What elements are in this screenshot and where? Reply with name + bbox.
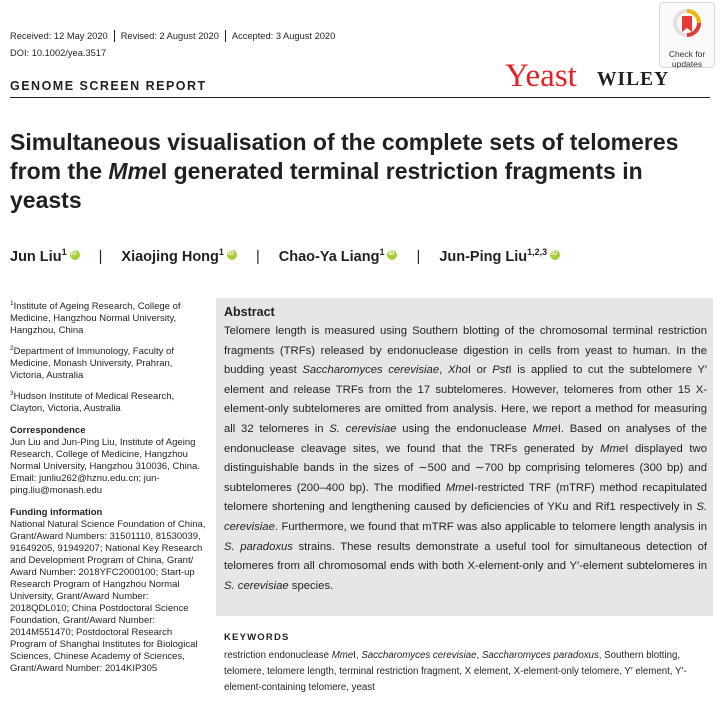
affiliation: $^2$Department of Immunology, Faculty of Medicine, Monash University, Prahran, Victoria, Australia — [10, 345, 174, 382]
author-sup: 1 — [61, 247, 67, 257]
bookmark-ring-icon — [672, 8, 702, 42]
author-name[interactable]: Jun Liu — [10, 248, 62, 265]
revised-date: Revised: 2 August 2020 — [120, 31, 219, 41]
publisher-logo: WILEY — [597, 69, 670, 90]
doi[interactable]: DOI: 10.1002/yea.3517 — [10, 48, 107, 58]
author-separator: | — [98, 248, 103, 265]
keywords-text: restriction endonuclease MmeI, Saccharomyces cerevisiae, Saccharomyces paradoxus, Southern blotting, telomere, telomere length, terminal restriction fragment, X element, X-element-only telomere, Y′ element, Y′-element-containing telomere, yeast — [224, 650, 687, 693]
abstract-text: Telomere length is measured using Southern blotting of the chromosomal terminal restriction fragments (TRFs) released by endonuclease digestion in cells from yeast to human. In the budding yeast Saccharomyces cerevisiae, XhoI or PstI is applied to cut the subtelomere Y′ element and release TRFs from the 17 subtelomeres. However, telomeres from other 15 X-element-only subtelomeres are omitted from analysis. Here, we report a method for measuring all 32 telomeres in S. cerevisiae using the endonuclease MmeI. Based on analyses of the endonuclease cleavage sites, we found that the TRFs generated by MmeI displayed two distinguishable bands in the sizes of ∼500 and ∼700 bp comprising telomeres (300 bp) and subtelomeres (200–400 bp). The modified MmeI-restricted TRF (mTRF) method recapitulated telomere shortening and lengthening caused by deficiencies of YKu and Rif1 respectively in S. cerevisiae. Furthermore, we found that mTRF was also applicable to telomere length analysis in S. paradoxus strains. These results demonstrate a useful tool for simultaneous detection of telomeres from all chromosomal ends with both X-element-only and Y′-element subtelomeres in S. cerevisiae species. — [224, 325, 707, 592]
check-for-label: Check for — [668, 49, 706, 59]
abstract-heading: Abstract — [224, 305, 275, 319]
article-dates — [10, 30, 335, 42]
journal-logo: Yeast — [505, 58, 577, 94]
check-for-updates-badge[interactable] — [659, 2, 715, 68]
date-separator — [114, 30, 115, 42]
affiliation: $^1$Institute of Ageing Research, College of Medicine, Hangzhou Normal University, Hangzhou, China — [10, 300, 181, 337]
orcid-icon[interactable] — [227, 250, 237, 260]
funding-text: National Natural Science Foundation of China, Grant/Award Numbers: 31501110, 81530039, 91649205, 91949207; National Key Research and Development Program of China, Grant/ Award Number: 2018YFC2000100; Start-up Research Program of Hangzhou Normal University, Grant/Award Number: 2018QDL010; China Postdoctoral Science Foundation, Grant/Award Number: 2014M551470; Postdoctoral Research Program of Shanghai Institutes for Biological Sciences, Chinese Academy of Sciences, Grant/Award Number: 2014KIP305 — [10, 519, 206, 675]
date-separator — [225, 30, 226, 42]
author-name[interactable]: Xiaojing Hong — [121, 248, 219, 265]
funding-heading: Funding information — [10, 507, 103, 519]
orcid-icon[interactable] — [550, 250, 560, 260]
author-sup: 1 — [379, 247, 385, 257]
author-name[interactable]: Jun-Ping Liu — [439, 248, 528, 265]
author-separator: | — [255, 248, 260, 265]
article-info-column — [10, 298, 206, 681]
author-separator: | — [416, 248, 421, 265]
author-sup: 1 — [218, 247, 224, 257]
affiliation: $^3$Hudson Institute of Medical Research, Clayton, Victoria, Australia — [10, 390, 175, 415]
received-date: Received: 12 May 2020 — [10, 31, 108, 41]
correspondence-heading: Correspondence — [10, 425, 86, 437]
author-sup: 1,2,3 — [527, 247, 548, 257]
author-list — [10, 247, 560, 265]
header-rule — [10, 97, 710, 98]
keywords-heading: KEYWORDS — [224, 632, 290, 643]
section-label: GENOME SCREEN REPORT — [10, 79, 207, 93]
accepted-date: Accepted: 3 August 2020 — [231, 31, 336, 41]
author-name[interactable]: Chao-Ya Liang — [278, 248, 380, 265]
updates-label: updates — [671, 59, 703, 69]
correspondence-text: Jun Liu and Jun-Ping Liu, Institute of Ageing Research, College of Medicine, Hangzhou Normal University, Hangzhou 310036, China. Email: junliu262@hznu.edu.cn; jun-ping.liu@monash.edu — [10, 437, 200, 497]
orcid-icon[interactable] — [70, 250, 80, 260]
article-title: Simultaneous visualisation of the complete sets of telomeres from the MmeI generated terminal restriction fragments in yeasts — [10, 129, 679, 213]
orcid-icon[interactable] — [387, 250, 397, 260]
